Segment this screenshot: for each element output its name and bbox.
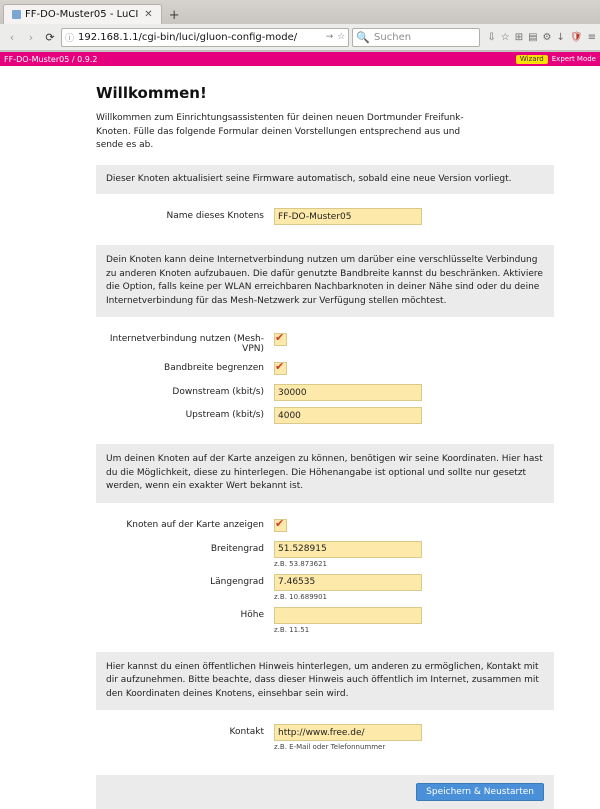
shield-icon[interactable]: 🛡 [569, 31, 583, 43]
mesh-vpn-label: Internetverbindung nutzen (Mesh-VPN) [109, 334, 264, 354]
contact-input[interactable] [274, 724, 422, 741]
page-body [0, 66, 600, 797]
favicon-icon [12, 10, 21, 19]
info-icon[interactable]: ⓘ [65, 33, 75, 44]
contact-note-panel: Hier kannst du einen öffentlichen Hinweis hinterlegen, um anderen zu ermöglichen, Kontakt mit dir aufzunehmen. Bitte beachte, dass dieser Hinweis auch öffentlich im Internet, zusammen mit den Koordinaten deines Knotens, einsehbar sein wird. [96, 652, 554, 711]
latitude-label: Breitengrad [210, 543, 264, 554]
mesh-vpn-field [96, 331, 554, 354]
upstream-input[interactable] [274, 407, 422, 424]
mesh-note-panel: Dein Knoten kann deine Internetverbindung nutzen um darüber eine verschlüsselte Verbindung zu anderen Knoten aufzubauen. Die dafür genutzte Bandbreite kannst du beschränken. Aktiviere die Option, falls keine per WLAN erreichbaren Nachbarknoten in deiner Nähe sind oder du deine Internetverbindung für das Mesh-Netzwerk zur Verfügung stellen möchtest. [96, 245, 554, 317]
downstream-field [96, 384, 554, 401]
show-on-map-label: Knoten auf der Karte anzeigen [126, 519, 264, 530]
submit-row [96, 775, 554, 809]
page-title: Willkommen! [96, 84, 207, 102]
expert-mode-link[interactable]: Expert Mode [551, 55, 596, 63]
longitude-input[interactable] [274, 574, 422, 591]
search-bar[interactable] [352, 28, 480, 47]
mesh-vpn-checkbox[interactable] [274, 333, 287, 346]
longitude-label: Längengrad [210, 576, 264, 587]
contact-field [96, 724, 554, 751]
new-tab-button[interactable]: + [168, 8, 180, 23]
search-icon: 🔍 [356, 30, 371, 44]
browser-tab[interactable] [3, 4, 162, 24]
reload-icon[interactable]: ⟳ [45, 30, 55, 44]
forward-icon[interactable]: › [28, 30, 34, 44]
downstream-label: Downstream (kbit/s) [172, 387, 264, 397]
downstream-input[interactable] [274, 384, 422, 401]
arrow-down-icon[interactable]: ↓ [556, 31, 565, 43]
bookmark-star-icon[interactable]: ☆ [337, 32, 346, 42]
limit-bandwidth-checkbox[interactable] [274, 362, 287, 375]
longitude-field [96, 574, 554, 601]
limit-bandwidth-field [96, 360, 554, 378]
list-icon[interactable]: ▤ [528, 31, 538, 43]
latitude-hint: z.B. 53.873621 [274, 559, 328, 568]
luci-title: FF-DO-Muster05 / 0.9.2 [4, 54, 98, 64]
navigation-toolbar [0, 24, 600, 51]
altitude-field [96, 607, 554, 634]
map-note-panel: Um deinen Knoten auf der Karte anzeigen zu können, benötigen wir seine Koordinaten. Hier hast du die Möglichkeit, diese zu hinterlegen. Die Höhenangabe ist optional und sollte nur gesetzt werden, wenn ein exakter Wert bekannt ist. [96, 444, 554, 503]
tab-title: FF-DO-Muster05 - LuCI [25, 9, 139, 20]
firmware-note-panel: Dieser Knoten aktualisiert seine Firmware automatisch, sobald eine neue Version vorliegt. [96, 165, 554, 195]
node-name-label: Name dieses Knotens [166, 211, 264, 221]
download-icon[interactable]: ⇩ [487, 31, 496, 43]
star-icon[interactable]: ☆ [500, 31, 510, 43]
show-on-map-checkbox[interactable] [274, 519, 287, 532]
altitude-hint: z.B. 11.51 [274, 625, 310, 634]
address-bar[interactable] [61, 28, 349, 47]
tab-strip [0, 0, 600, 24]
back-icon[interactable]: ‹ [9, 30, 15, 44]
search-placeholder: Suchen [374, 31, 412, 43]
latitude-input[interactable] [274, 541, 422, 558]
url-text: 192.168.1.1/cgi-bin/luci/gluon-config-mode/ [78, 31, 298, 43]
show-on-map-field [96, 517, 554, 535]
menu-icon[interactable]: ≡ [587, 31, 596, 43]
save-and-restart-button[interactable]: Speichern & Neustarten [416, 783, 544, 801]
go-icon[interactable]: → [325, 32, 334, 42]
contact-label: Kontakt [229, 727, 264, 737]
grid-icon[interactable]: ⊞ [514, 31, 524, 43]
wizard-button[interactable]: Wizard [516, 55, 548, 64]
longitude-hint: z.B. 10.689901 [274, 592, 328, 601]
luci-actions [516, 55, 596, 64]
node-name-field [96, 208, 554, 225]
latitude-field [96, 541, 554, 568]
intro-text: Willkommen zum Einrichtungsassistenten für deinen neuen Dortmunder Freifunk-Knoten. Fülle das folgende Formular deinen Vorstellungen entsprechend aus und sende es ab. [96, 113, 464, 150]
limit-bandwidth-label: Bandbreite begrenzen [164, 363, 264, 373]
close-icon[interactable]: ✕ [144, 9, 153, 20]
content-column [0, 66, 600, 809]
gear-icon[interactable]: ⚙ [542, 31, 552, 43]
altitude-input[interactable] [274, 607, 422, 624]
altitude-label: Höhe [240, 609, 264, 620]
contact-hint: z.B. E-Mail oder Telefonnummer [274, 743, 386, 751]
node-name-input[interactable] [274, 208, 422, 225]
upstream-field [96, 407, 554, 424]
browser-chrome [0, 0, 600, 52]
upstream-label: Upstream (kbit/s) [185, 410, 264, 420]
luci-header-bar [0, 52, 600, 66]
toolbar-icons [483, 32, 596, 43]
